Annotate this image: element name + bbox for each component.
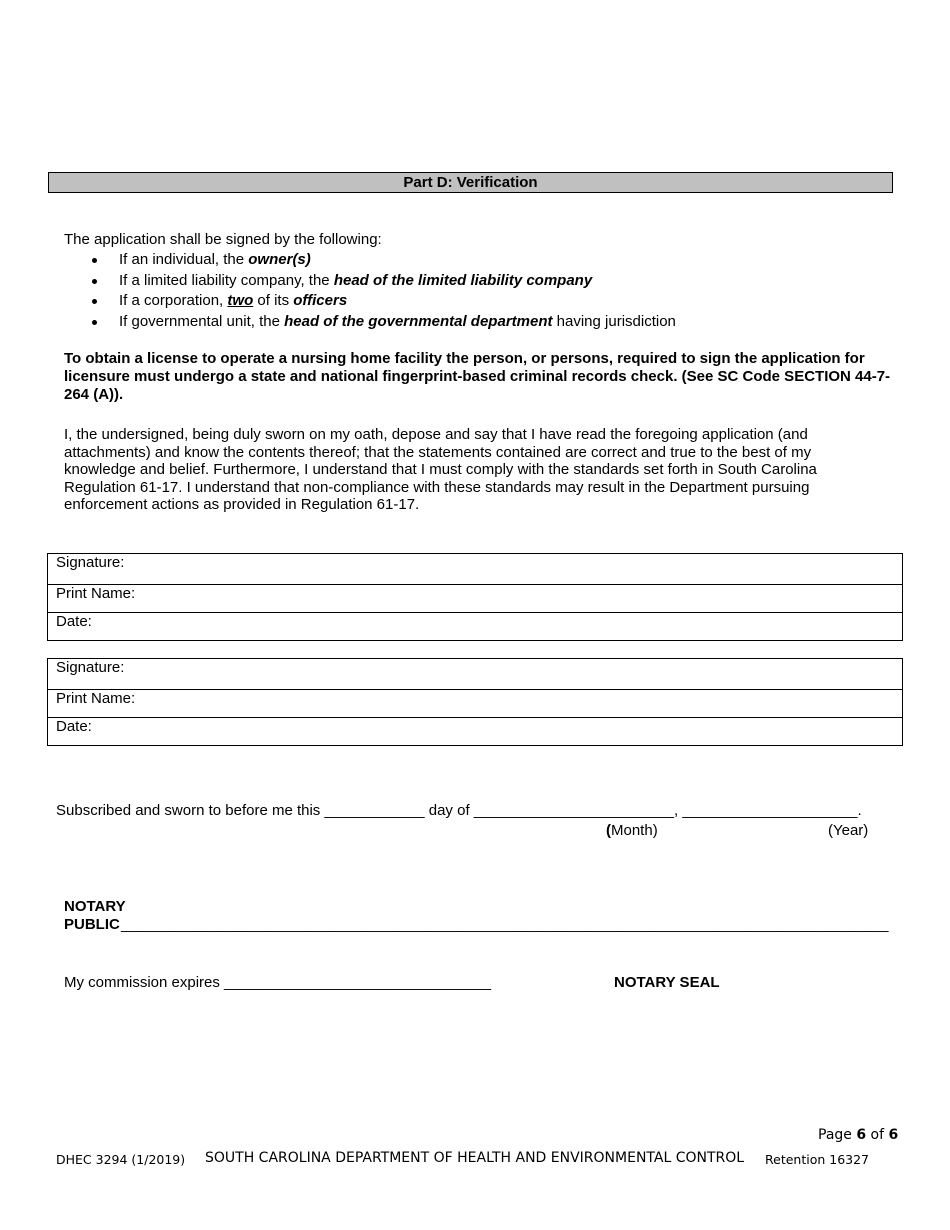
signature-field[interactable]: Signature:	[48, 659, 903, 690]
print-name-field[interactable]: Print Name:	[48, 585, 903, 613]
oath-text: I, the undersigned, being duly sworn on my oath, depose and say that I have read the foregoing application (and attachments) and know the contents thereof; that the statements contained are correct and true to the best of my knowledge and belief. Furthermore, I understand that I must comply with the standards set forth in South Carolina Regulation 61-17. I understand that non-compliance with these standards may result in the Department pursuing enforcement actions as provided in Regulation 61-17.	[64, 426, 817, 514]
section-title: Part D: Verification	[403, 174, 538, 191]
date-field[interactable]: Date:	[48, 718, 903, 746]
list-item: If governmental unit, the head of the governmental department having jurisdiction	[64, 312, 676, 333]
signature-block-1	[47, 553, 903, 641]
notary-signature-line: ____________________________________________________________________________________________	[121, 916, 889, 933]
list-item: If an individual, the owner(s)	[64, 250, 676, 271]
month-label: (Month)	[606, 822, 658, 839]
section-header	[48, 172, 893, 193]
form-id: DHEC 3294 (1/2019)	[56, 1152, 186, 1167]
list-item: If a corporation, two of its officers	[64, 291, 676, 312]
date-field[interactable]: Date:	[48, 613, 903, 641]
signer-list	[64, 250, 676, 332]
page-number: Page 6 of 6	[818, 1127, 899, 1143]
intro-text: The application shall be signed by the following:	[64, 231, 382, 248]
list-item: If a limited liability company, the head of the limited liability company	[64, 271, 676, 292]
retention-number: Retention 16327	[765, 1152, 870, 1167]
notary-public-label: NOTARY PUBLIC	[64, 898, 126, 933]
signature-block-2	[47, 658, 903, 746]
print-name-field[interactable]: Print Name:	[48, 690, 903, 718]
fingerprint-notice: To obtain a license to operate a nursing home facility the person, or persons, required to sign the application for licensure must undergo a state and national fingerprint-based criminal records check. (See SC Code SECTION 44-7-264 (A)).	[64, 350, 891, 403]
year-label: (Year)	[828, 822, 869, 839]
agency-name: SOUTH CAROLINA DEPARTMENT OF HEALTH AND ENVIRONMENTAL CONTROL	[205, 1150, 745, 1166]
sworn-statement: Subscribed and sworn to before me this ____________ day of ________________________, _____________________.	[56, 802, 862, 819]
commission-expires: My commission expires ________________________________	[64, 974, 491, 991]
notary-seal-label: NOTARY SEAL	[614, 974, 720, 991]
signature-field[interactable]: Signature:	[48, 554, 903, 585]
